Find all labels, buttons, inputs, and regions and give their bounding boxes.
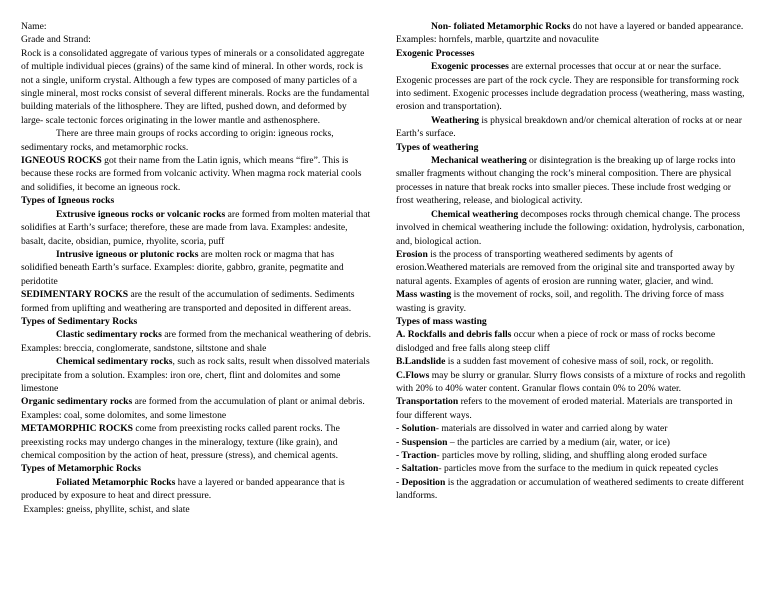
intrusive-text: are molten rock or magma that has solidified beneath Earth’s surface. Examples: diorite, gabbro, granite, pegmatite and peridotite <box>21 248 344 287</box>
solution-text: - materials are dissolved in water and carried along by water <box>435 423 668 435</box>
clastic-examples: Examples: breccia, conglomerate, sandstone, siltstone and shale <box>21 342 267 354</box>
transportation-term: Transportation <box>396 396 459 408</box>
extrusive-paragraph <box>21 208 371 248</box>
foliated-term: Foliated Metamorphic Rocks <box>56 476 176 488</box>
flows-paragraph <box>396 369 746 396</box>
mass-wasting-paragraph <box>396 288 746 315</box>
sedimentary-term: SEDIMENTARY ROCKS <box>21 289 129 301</box>
types-igneous-heading: Types of Igneous rocks <box>21 195 115 207</box>
nonfoliated-paragraph <box>396 20 746 47</box>
deposition-item <box>396 476 746 503</box>
mass-wasting-text: is the movement of rocks, soil, and regolith. The driving force of mass wasting is gravity. <box>396 289 724 314</box>
sedimentary-paragraph <box>21 288 371 315</box>
igneous-text: got their name from the Latin ignis, which means “fire”. This is because these rocks are formed from volcanic activity. When magma rock material cools and solidifies, it become an igneous rock. <box>21 155 362 193</box>
flows-text: may be slurry or granular. Slurry flows consists of a mixture of rocks and regolith with 20% to 40% water content. Granular flows contain 0% to 20% water. <box>396 369 746 394</box>
mechanical-weathering-term: Mechanical weathering <box>431 155 527 167</box>
igneous-paragraph <box>21 154 371 194</box>
chemical-sedimentary-examples: precipitate from a solution. Examples: iron ore, chert, flint and dolomites and some limestone <box>21 369 341 394</box>
clastic-text: are formed from the mechanical weathering of debris. <box>161 329 371 341</box>
weathering-text: is physical breakdown and/or chemical alteration of rocks at or near Earth’s surface. <box>396 114 742 140</box>
rockfalls-paragraph <box>396 328 746 355</box>
traction-text: - particles move by rolling, sliding, and shuffling along eroded surface <box>436 450 707 461</box>
types-sedimentary-heading: Types of Sedimentary Rocks <box>21 315 138 327</box>
types-mass-wasting-heading: Types of mass wasting <box>396 315 487 327</box>
rockfalls-term: A. Rockfalls and debris falls <box>396 329 512 341</box>
extrusive-term: Extrusive igneous rocks or volcanic rocks <box>56 208 226 220</box>
chemical-weathering-text: decomposes rocks through chemical change. The process involved in chemical weathering include the following: oxidation, hydrolysis, carbonation, and, biological action. <box>396 208 745 247</box>
name-label: Name: <box>21 21 47 32</box>
exogenic-text: are external processes that occur at or near the surface. Exogenic processes are part of the rock cycle. They are responsible for transforming rock into sediment. Exogenic processes include degradation process (weathering, mass wasting, erosion and transportation). <box>396 61 745 113</box>
foliated-examples: Examples: gneiss, phyllite, schist, and slate <box>21 503 190 515</box>
rock-intro-paragraph: Rock is a consolidated aggregate of various types of minerals or a consolidated aggregate of multiple individual pieces (grains) of the same kind of mineral. In other words, rock is not a single, uniform crystal. Although a few types are composed of many particles of a single mineral, most rocks consist of several different minerals. Rocks are the fundamental building materials of the lithosphere. They are lifted, pushed down, and deformed by large- scale tectonic forces originating in the lower mantle and asthenosphere. <box>21 47 370 126</box>
clastic-term: Clastic sedimentary rocks <box>56 329 162 341</box>
intrusive-paragraph <box>21 248 371 288</box>
mechanical-weathering-text: or disintegration is the breaking up of large rocks into smaller fragments without changing the rock’s mineral composition. There are physical processes in nature that break rocks into smaller pieces. These include frost wedging or frost weathering, release, and biological activity. <box>396 155 736 207</box>
erosion-text: is the process of transporting weathered sediments by agents of erosion.Weathered materials are removed from the original site and transported away by natural agents. Examples of agents of erosion are running water, glacier, and wind. <box>396 248 735 287</box>
right-column <box>396 20 746 503</box>
saltation-item <box>396 462 746 475</box>
sedimentary-text: are the result of the accumulation of sediments. Sediments formed from uplifting and weathering are transported and deposited in different areas. <box>21 289 355 314</box>
chemical-sedimentary-paragraph <box>21 355 371 368</box>
foliated-paragraph <box>21 476 371 503</box>
metamorphic-paragraph <box>21 422 371 462</box>
types-weathering-heading: Types of weathering <box>396 141 479 153</box>
chemical-sedimentary-term: Chemical sedimentary rocks <box>56 356 173 368</box>
transportation-paragraph <box>396 395 746 422</box>
exogenic-term: Exogenic processes <box>431 61 509 73</box>
chemical-weathering-term: Chemical weathering <box>431 208 519 220</box>
suspension-text: – the particles are carried by a medium (air, water, or ice) <box>447 436 670 448</box>
landslide-text: is a sudden fast movement of cohesive mass of soil, rock, or regolith. <box>445 356 714 368</box>
grade-strand-label: Grade and Strand: <box>21 34 91 46</box>
nonfoliated-text: do not have a layered or banded appearance. Examples: hornfels, marble, quartzite and novaculite <box>396 21 744 46</box>
transportation-text: refers to the movement of eroded material. Materials are transported in four different ways. <box>396 396 733 421</box>
types-metamorphic-heading: Types of Metamorphic Rocks <box>21 463 141 475</box>
nonfoliated-term: Non- foliated Metamorphic Rocks <box>431 21 571 32</box>
rock-groups-paragraph: There are three main groups of rocks according to origin: igneous rocks, sedimentary rocks, and metamorphic rocks. <box>21 128 334 153</box>
solution-term: - Solution <box>396 423 436 435</box>
mass-wasting-term: Mass wasting <box>396 289 452 301</box>
suspension-item <box>396 436 746 449</box>
metamorphic-term: METAMORPHIC ROCKS <box>21 423 134 435</box>
exogenic-paragraph <box>396 60 746 114</box>
saltation-text: - particles move from the surface to the medium in quick repeated cycles <box>438 463 719 475</box>
solution-item <box>396 422 746 435</box>
left-column <box>21 20 371 516</box>
erosion-term: Erosion <box>396 248 428 260</box>
landslide-term: B.Landslide <box>396 356 446 368</box>
organic-term: Organic sedimentary rocks <box>21 396 133 408</box>
rockfalls-text: occur when a piece of rock or mass of rocks become dislodged and free falls along steep cliff <box>396 329 716 354</box>
intrusive-term: Intrusive igneous or plutonic rocks <box>56 248 199 260</box>
organic-text: are formed from the accumulation of plant or animal debris. Examples: coal, some dolomites, and some limestone <box>21 396 365 421</box>
chemical-sedimentary-text: , such as rock salts, result when dissolved materials <box>172 356 370 368</box>
weathering-paragraph <box>396 114 746 141</box>
traction-item <box>396 449 746 462</box>
weathering-term: Weathering <box>431 114 479 126</box>
extrusive-text: are formed from molten material that solidifies at Earth’s surface; therefore, these are made from lava. Examples: andesite, basalt, dacite, obsidian, pumice, rhyolite, scoria, puff <box>21 208 371 247</box>
suspension-term: - Suspension <box>396 436 448 448</box>
erosion-paragraph <box>396 248 746 288</box>
igneous-term: IGNEOUS ROCKS <box>21 155 102 167</box>
deposition-text: is the aggradation or accumulation of weathered sediments to create different landforms. <box>396 476 744 502</box>
foliated-text: have a layered or banded appearance that is produced by exposure to heat and direct pressure. <box>21 476 345 502</box>
mechanical-weathering-paragraph <box>396 154 746 208</box>
chemical-weathering-paragraph <box>396 208 746 248</box>
clastic-paragraph <box>21 328 371 341</box>
saltation-term: - Saltation <box>396 463 439 475</box>
landslide-paragraph <box>396 355 746 368</box>
traction-term: - Traction <box>396 450 437 461</box>
organic-paragraph <box>21 395 371 422</box>
deposition-term: - Deposition <box>396 476 446 488</box>
flows-term: C.Flows <box>396 369 430 381</box>
exogenic-heading: Exogenic Processes <box>396 47 475 59</box>
metamorphic-text: come from preexisting rocks called parent rocks. The preexisting rocks may undergo changes in the mineralogy, texture (like grain), and chemical composition by the action of heat, pressure (stress), and chemical agents. <box>21 423 340 461</box>
